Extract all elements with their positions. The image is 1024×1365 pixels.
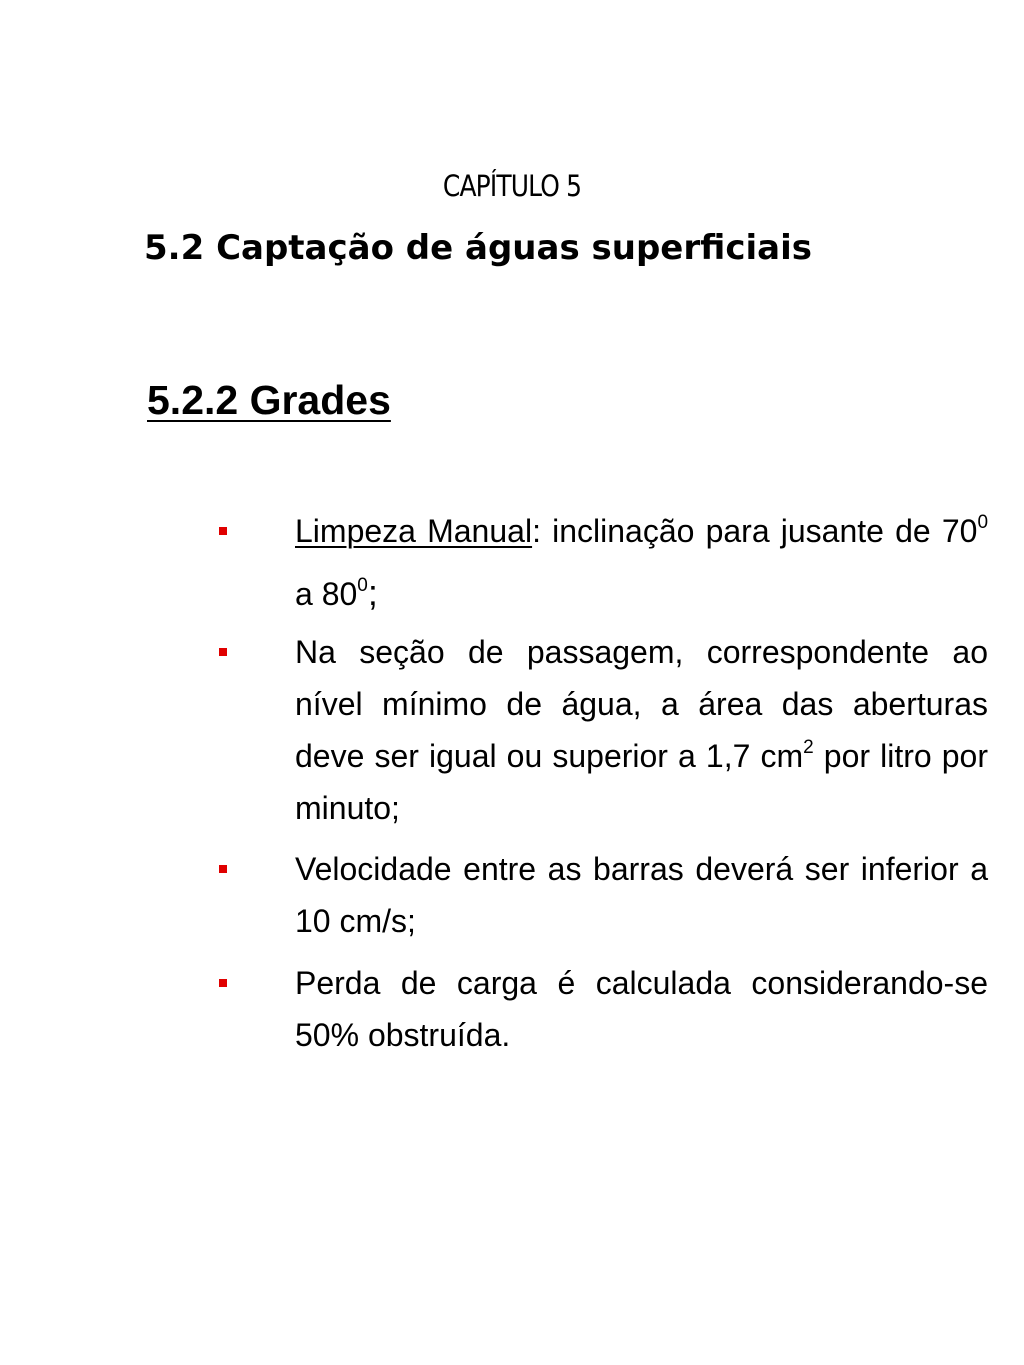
list-item (295, 843, 988, 947)
item-text: : inclinação para jusante de 70 (532, 513, 978, 549)
item-lead-text: Limpeza Manual (295, 513, 533, 549)
square-bullet-icon (219, 979, 227, 987)
list-item (295, 500, 988, 625)
chapter-label: CAPÍTULO 5 (442, 169, 582, 203)
item-text: Na seção de passagem, correspondente ao nível mínimo de água, a área das aberturas deve ser igual ou superior a 1,7 cm (295, 634, 988, 774)
superscript-exponent: 2 (803, 737, 814, 759)
square-bullet-icon (219, 865, 227, 873)
item-text: por litro por minuto; (295, 738, 989, 826)
square-bullet-icon (219, 527, 227, 535)
subsection-title: 5.2.2 Grades (147, 377, 391, 423)
list-item (295, 957, 988, 1061)
item-text: a 80 (295, 576, 358, 612)
item-text: Perda de carga é calculada considerando-se 50% obstruída. (295, 965, 988, 1053)
item-text: Velocidade entre as barras deverá ser inferior a 10 cm/s; (295, 851, 988, 939)
superscript-degree: 0 (977, 512, 989, 534)
superscript-degree: 0 (357, 575, 368, 597)
section-title: 5.2 Captação de águas superficiais (144, 228, 812, 268)
item-text: ; (367, 572, 378, 613)
square-bullet-icon (219, 648, 227, 656)
list-item (295, 626, 988, 834)
